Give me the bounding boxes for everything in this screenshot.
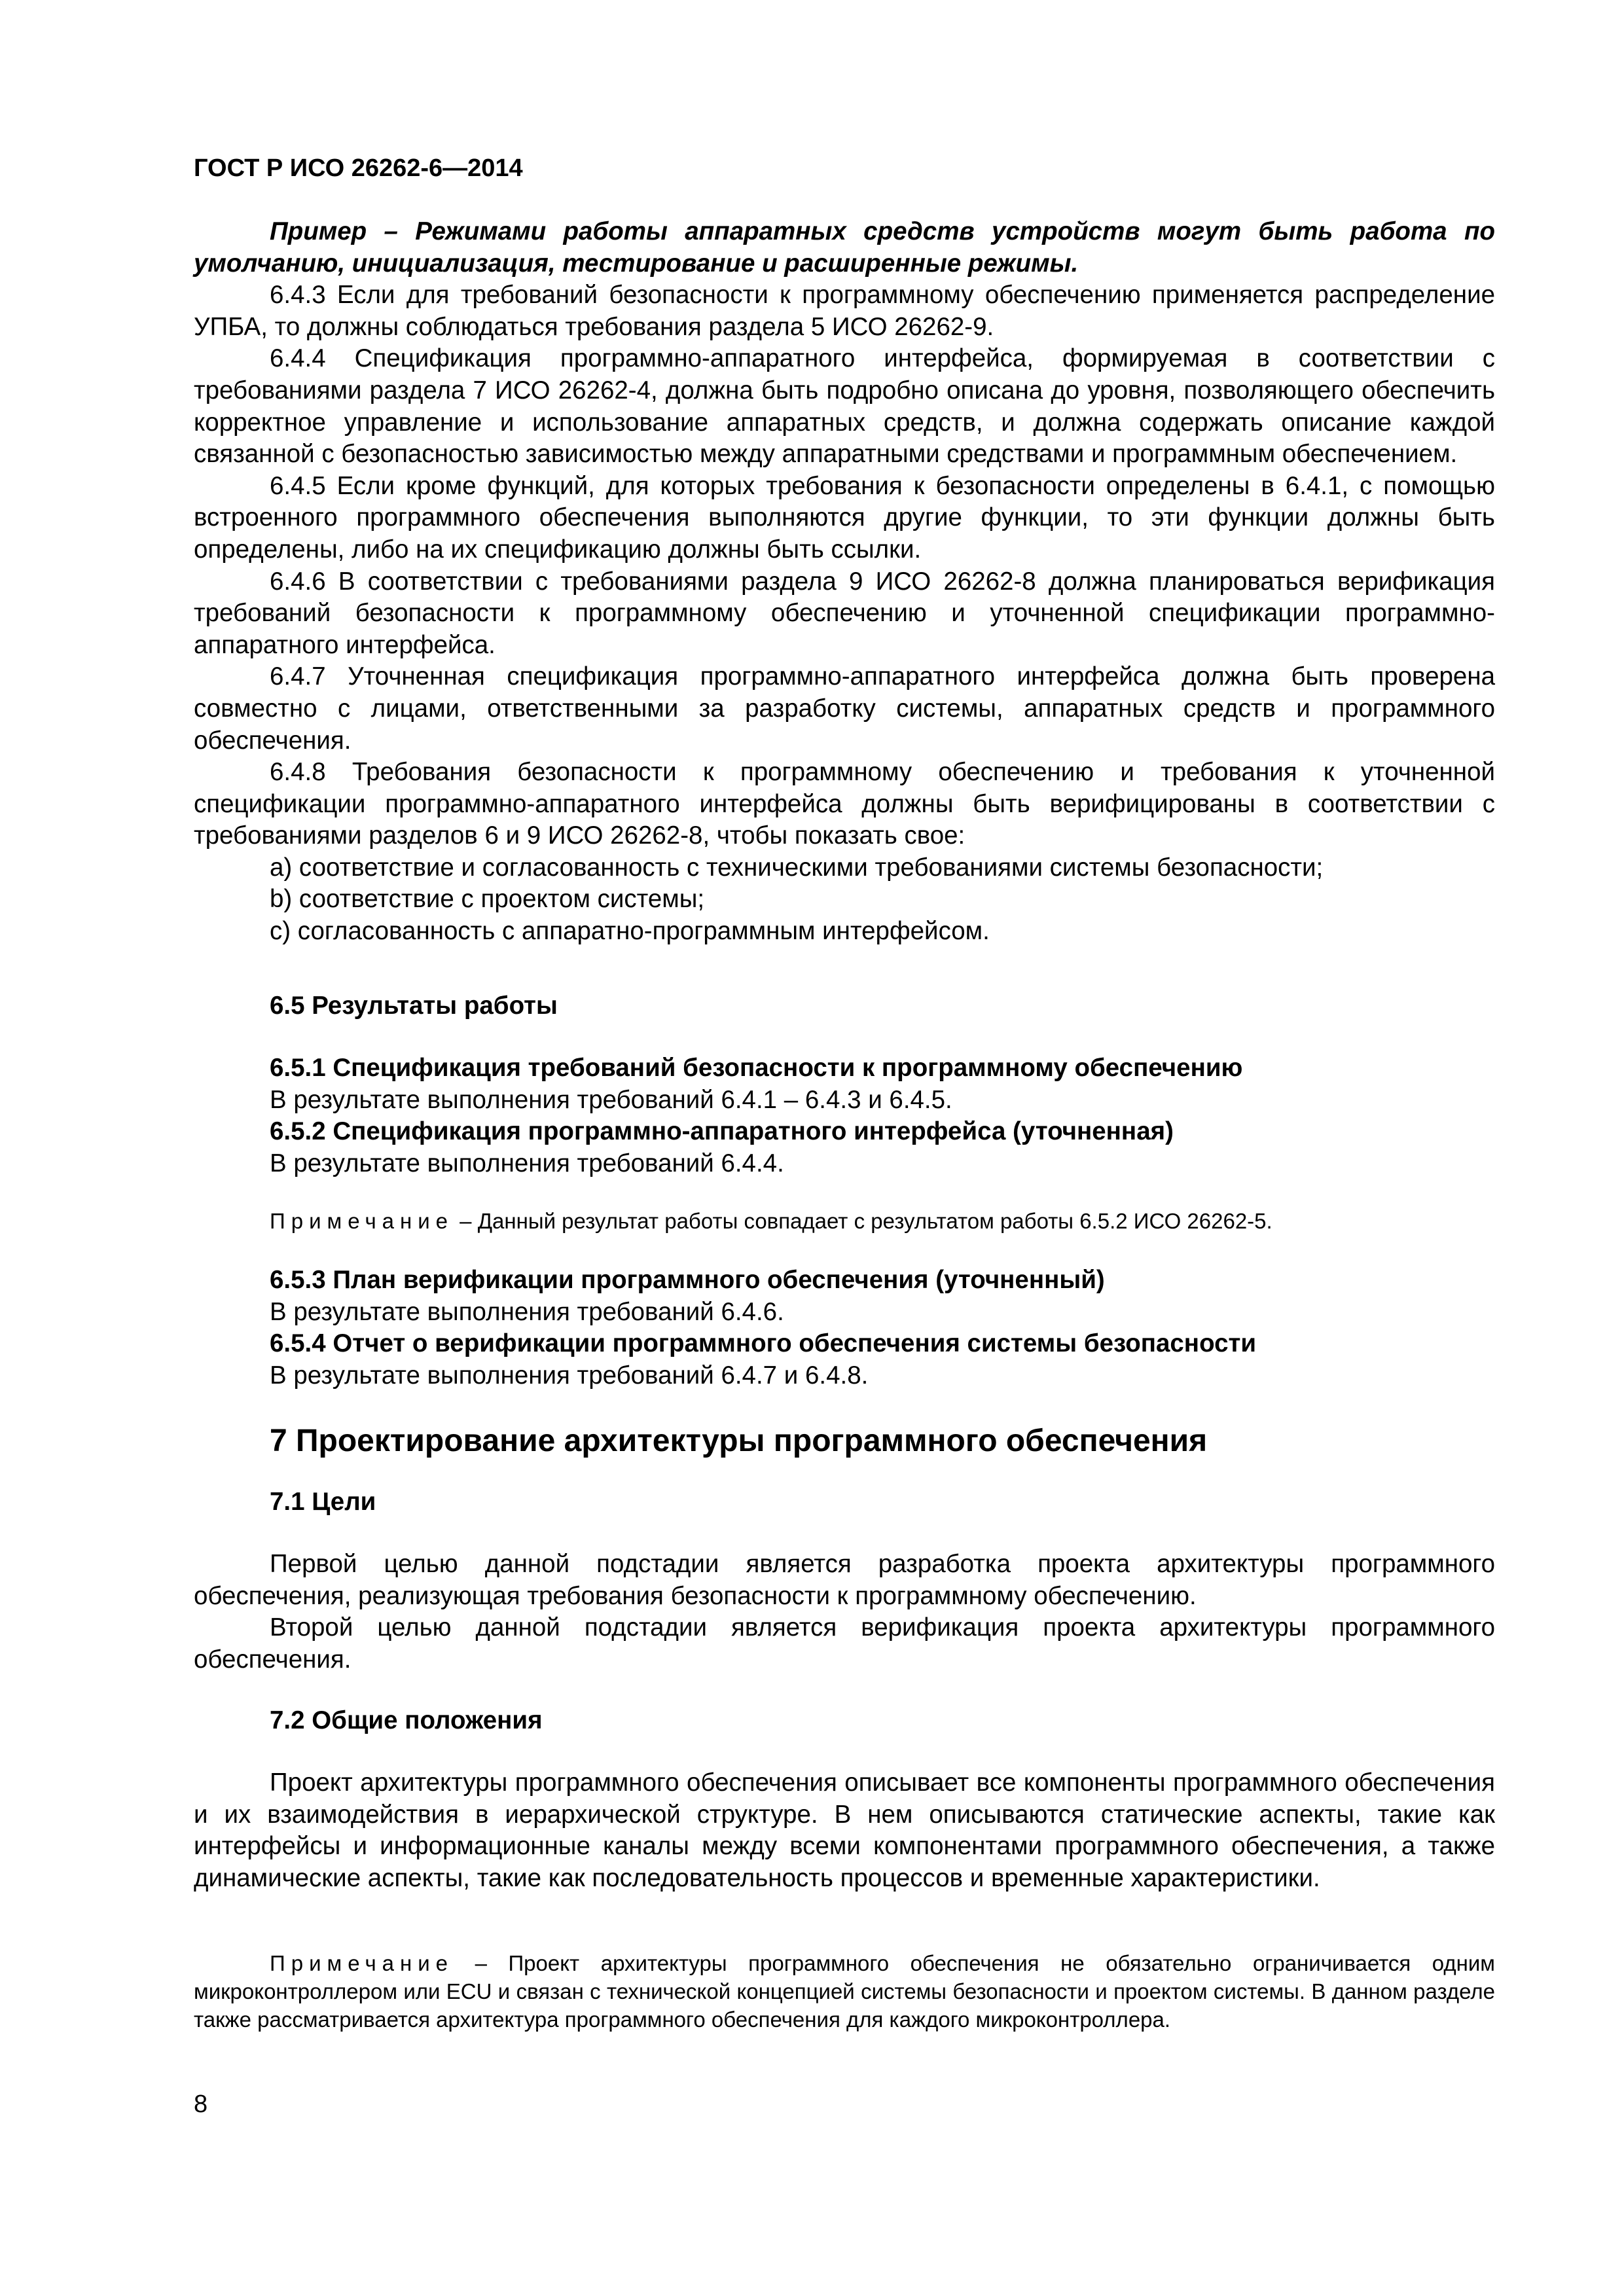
note-text: – Проект архитектуры программного обеспечения не обязательно ограничивается одним микроконтроллером или ECU и связан с технической концепцией системы безопасности и проектом системы. В данном разделе также рассматривается архитектура программного обеспечения для каждого микроконтроллера. [194, 1951, 1495, 2032]
list-item-a: a) соответствие и согласованность с техническими требованиями системы безопасности; [270, 853, 1324, 882]
text-6-5-4: В результате выполнения требований 6.4.7 и 6.4.8. [270, 1361, 869, 1390]
requirements-block [194, 216, 1495, 948]
note-label: Примечание [270, 1951, 454, 1975]
heading-6-5-3: 6.5.3 План верификации программного обеспечения (уточненный) [270, 1266, 1105, 1294]
heading-6-5-2: 6.5.2 Спецификация программно-аппаратного интерфейса (уточненная) [270, 1117, 1174, 1146]
document-code-header: ГОСТ Р ИСО 26262-6—2014 [194, 154, 523, 182]
page-number: 8 [194, 2090, 208, 2118]
example-paragraph [194, 216, 1495, 279]
paragraph-6-4-7: 6.4.7 Уточненная спецификация программно-аппаратного интерфейса должна быть проверена совместно с лицами, ответственными за разработку системы, аппаратных средств и программного обеспечения. [194, 662, 1495, 755]
paragraph-6-4-8: 6.4.8 Требования безопасности к программному обеспечению и требования к уточненной спецификации программно-аппаратного интерфейса должны быть верифицированы в соответствии с требованиями разделов 6 и 9 ИСО 26262-8, чтобы показать свое: [194, 758, 1495, 850]
section-7-2-title: 7.2 Общие положения [270, 1706, 543, 1734]
paragraph-7-1-first-goal: Первой целью данной подстадии является разработка проекта архитектуры программного обеспечения, реализующая требования безопасности к программному обеспечению. [194, 1550, 1495, 1610]
paragraph-6-4-4: 6.4.4 Спецификация программно-аппаратного интерфейса, формируемая в соответствии с требованиями раздела 7 ИСО 26262-4, должна быть подробно описана до уровня, позволяющего обеспечить корректное управление и использование аппаратных средств, и должна содержать описание каждой связанной с безопасностью зависимостью между аппаратными средствами и программным обеспечением. [194, 344, 1495, 469]
heading-6-5-1: 6.5.1 Спецификация требований безопасности к программному обеспечению [270, 1054, 1243, 1082]
example-label: Пример – [270, 217, 416, 245]
note-6-5-2 [194, 1207, 1495, 1235]
section-6-5-title: 6.5 Результаты работы [270, 992, 558, 1020]
paragraph-6-4-6: 6.4.6 В соответствии с требованиями раздела 9 ИСО 26262-8 должна планироваться верификация требований безопасности к программному обеспечению и уточненной спецификации программно-аппаратного интерфейса. [194, 567, 1495, 659]
text-6-5-1: В результате выполнения требований 6.4.1 – 6.4.3 и 6.4.5. [270, 1085, 952, 1114]
paragraph-6-4-5: 6.4.5 Если кроме функций, для которых требования к безопасности определены в 6.4.1, с помощью встроенного программного обеспечения выполняются другие функции, то эти функции должны быть определены, либо на их спецификацию должны быть ссылки. [194, 471, 1495, 564]
paragraph-7-1-second-goal: Второй целью данной подстадии является верификация проекта архитектуры программного обеспечения. [194, 1613, 1495, 1674]
list-item-c: c) согласованность с аппаратно-программным интерфейсом. [270, 917, 990, 946]
paragraph-7-2-architecture: Проект архитектуры программного обеспечения описывает все компоненты программного обеспечения и их взаимодействия в иерархической структуре. В нем описываются статические аспекты, такие как интерфейсы и информационные каналы между всеми компонентами программного обеспечения, а также динамические аспекты, такие как последовательность процессов и временные характеристики. [194, 1768, 1495, 1892]
section-7-2-body [194, 1767, 1495, 1894]
list-item-b: b) соответствие с проектом системы; [270, 885, 705, 914]
note-7-2 [194, 1949, 1495, 2034]
note-7-2-block [194, 1949, 1495, 2034]
section-7-title: 7 Проектирование архитектуры программного обеспечения [270, 1424, 1208, 1458]
example-text: Режимами работы аппаратных средств устройств могут быть работа по умолчанию, инициализация, тестирование и расширенные режимы. [194, 217, 1495, 278]
paragraph-6-4-3: 6.4.3 Если для требований безопасности к программному обеспечению применяется распределение УПБА, то должны соблюдаться требования раздела 5 ИСО 26262-9. [194, 281, 1495, 341]
text-6-5-3: В результате выполнения требований 6.4.6. [270, 1297, 784, 1326]
section-7-1-title: 7.1 Цели [270, 1488, 376, 1516]
heading-6-5-4: 6.5.4 Отчет о верификации программного обеспечения системы безопасности [270, 1329, 1257, 1358]
section-6-5-results [194, 1052, 1495, 1179]
section-7-1-body [194, 1549, 1495, 1676]
note-6-5-2-block [194, 1207, 1495, 1235]
section-6-5-results-continued [194, 1265, 1495, 1391]
note-text: – Данный результат работы совпадает с результатом работы 6.5.2 ИСО 26262-5. [454, 1209, 1272, 1233]
text-6-5-2: В результате выполнения требований 6.4.4. [270, 1149, 784, 1177]
note-label: Примечание [270, 1209, 454, 1233]
